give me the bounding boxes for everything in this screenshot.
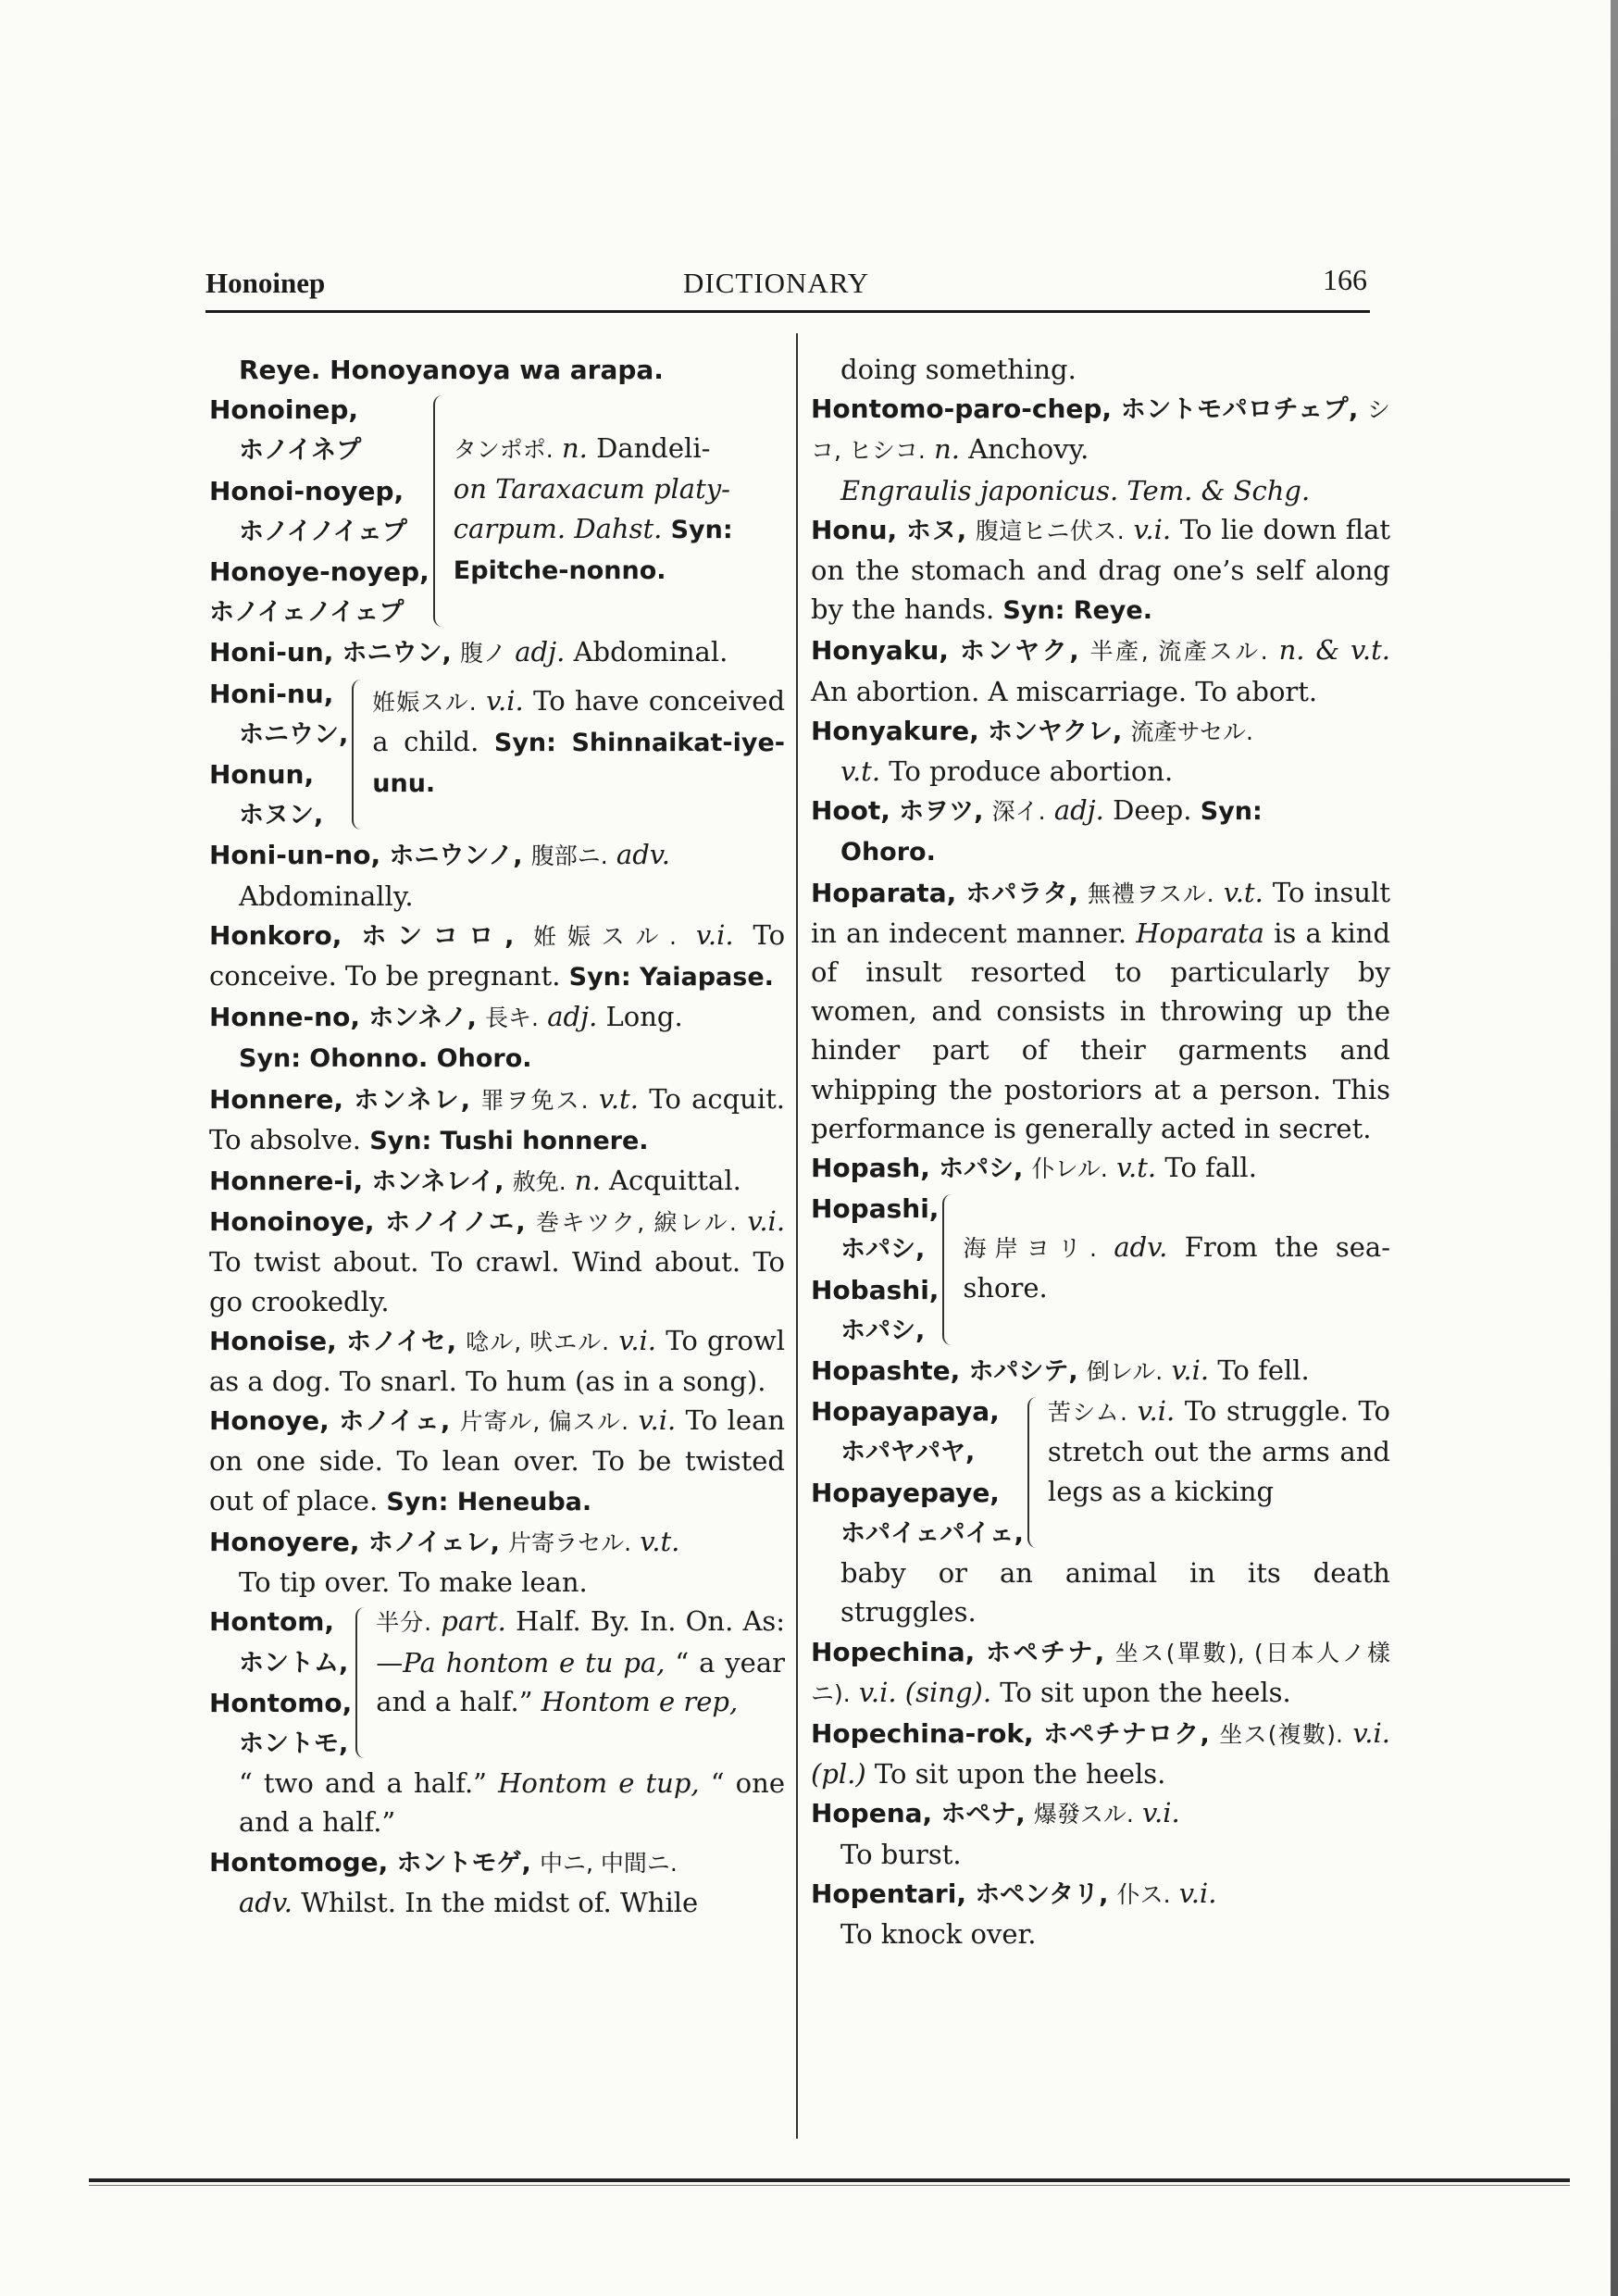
synonym: Shinnaikat-iye-unu. (372, 728, 785, 799)
headword: Honoye, (209, 1405, 330, 1437)
kana: ホパシテ, (968, 1357, 1078, 1387)
kana: ホントモパロチェプ, (1120, 395, 1359, 425)
definition-text: To have conceived a child. (372, 684, 786, 757)
headword: Honoyere, (209, 1526, 360, 1557)
part-of-speech: adv. (616, 839, 670, 871)
headword: Honkoro, (209, 919, 342, 951)
definition-text: Dandeli- (596, 432, 711, 465)
synonym: Ohonno. Ohoro. (309, 1044, 532, 1074)
part-of-speech: v.i. (695, 918, 734, 951)
headword: Honoise, (209, 1325, 337, 1356)
japanese-gloss: 坐ス(複數). (1219, 1720, 1343, 1748)
japanese-gloss: シコ, ヒシコ. (811, 396, 1391, 465)
headword: Hopentari, (811, 1878, 966, 1909)
left-column (209, 350, 785, 1922)
japanese-gloss: 片寄ル, 偏スル. (459, 1408, 629, 1436)
header-guide-word: Honoinep (205, 267, 326, 299)
japanese-gloss: タンポポ. (453, 436, 554, 464)
part-of-speech: adj. (515, 636, 566, 668)
definition-text: To tip over. To make lean. (239, 1566, 588, 1599)
definition-text: Anchovy. (968, 433, 1089, 466)
definition-text: Abdominal. (573, 636, 728, 668)
kana: ホパシ, (840, 1316, 926, 1345)
definition-text: doing something. (840, 354, 1077, 385)
entry-continuation (811, 350, 1390, 389)
headword-list (209, 390, 429, 632)
kana: ホヌ, (905, 516, 967, 545)
entry-continuation (209, 1764, 785, 1841)
definition-text: On. As:— (376, 1605, 786, 1678)
kana: ホパラタ, (965, 879, 1078, 908)
headword-list (209, 1602, 352, 1764)
kana: ホントモゲ, (396, 1848, 531, 1878)
kana: ホンコロ, (361, 921, 515, 951)
headword-list (811, 1391, 1024, 1554)
part-of-speech: v.i. (638, 1404, 677, 1437)
kana: ホペチナロク, (1043, 1719, 1210, 1749)
entry (811, 389, 1390, 510)
definition (372, 674, 785, 836)
japanese-gloss: 海岸ヨリ. (963, 1235, 1097, 1263)
japanese-gloss: 無禮ヲスル. (1088, 880, 1214, 907)
column-divider (796, 333, 798, 2139)
headword-list (209, 674, 348, 836)
header-rule (205, 310, 1370, 313)
synonym-label: Syn: (493, 728, 556, 757)
definition-text: To burst. (840, 1838, 962, 1870)
running-header (205, 259, 1367, 300)
kana: ホヌン, (239, 801, 324, 830)
entry-group-hopashi (811, 1189, 1390, 1351)
part-of-speech: n. (561, 432, 588, 465)
entry (209, 632, 785, 673)
part-of-speech: v.i. (486, 684, 524, 717)
headword: Honi-un-no, (209, 840, 381, 871)
part-of-speech: v.i. (pl.) (811, 1716, 1391, 1791)
footer-rule (89, 2185, 1570, 2186)
part-of-speech: v.t. (1116, 1152, 1157, 1184)
definition-text: baby or an animal in its death struggles. (840, 1557, 1390, 1628)
definition-text: carpum. Dahst. (453, 512, 663, 544)
entry (209, 1202, 785, 1321)
japanese-gloss: 深イ. (991, 798, 1046, 826)
part-of-speech: adv. (1114, 1231, 1168, 1264)
example: Pa hontom e tu pa, (403, 1646, 666, 1678)
definition (1048, 1391, 1390, 1554)
kana: ホンネレ, (354, 1085, 471, 1115)
brace (942, 1194, 957, 1345)
headword: Honoye-noyep, (209, 556, 429, 588)
definition-text: To struggle. To stretch out the arms and legs as a kicking (1047, 1395, 1390, 1507)
entry-group-hontom (209, 1602, 785, 1764)
japanese-gloss: 腹這ヒニ伏ス. (975, 517, 1125, 544)
example: Hontom e tup, (498, 1767, 700, 1800)
kana: ホノイセ, (345, 1327, 457, 1356)
headword: Hopash, (811, 1153, 930, 1184)
synonym-label: Syn: (568, 963, 631, 992)
headword: Honyakure, (811, 715, 979, 746)
definition-text: To lean on one side. To lean over. To be twisted out of place. (209, 1404, 786, 1516)
definition-text: Abdominally. (239, 880, 414, 912)
part-of-speech: v.i. (618, 1324, 657, 1356)
japanese-gloss: 赦免. (512, 1168, 566, 1196)
headword: Honyaku, (811, 635, 949, 667)
entry (811, 1793, 1390, 1873)
japanese-gloss: 仆レル. (1031, 1155, 1108, 1183)
kana: ホンヤクレ, (987, 717, 1123, 746)
synonym-label: Syn: (369, 1126, 432, 1155)
synonym-label: Syn: (1002, 596, 1065, 626)
entry (811, 1632, 1390, 1714)
definition-text: Whilst. In the midst of. While (301, 1886, 699, 1918)
part-of-speech: adj. (547, 1001, 598, 1033)
definition-text: To fell. (1217, 1354, 1310, 1387)
japanese-gloss: 腹部ニ. (530, 842, 608, 870)
japanese-gloss: 坐ス(單數), (日本人ノ樣ニ). (811, 1639, 1391, 1707)
kana: ホパシ, (939, 1154, 1024, 1184)
japanese-gloss: 巻キツク, 綟レル. (536, 1209, 737, 1237)
page-number: 166 (1323, 263, 1367, 296)
part-of-speech: n. (934, 433, 960, 466)
headword: Hontomo, (209, 1687, 353, 1718)
definition-text: “ one and a half.” (239, 1767, 785, 1839)
entry (209, 916, 785, 997)
part-of-speech: n. (574, 1165, 601, 1197)
kana: ホノイノエ, (385, 1208, 526, 1238)
synonym: Ohoro. (840, 838, 936, 867)
brace (1027, 1397, 1042, 1548)
synonym-label: Syn: (1200, 797, 1263, 827)
entry (209, 997, 785, 1079)
entry-group-honoinep (209, 390, 785, 632)
entry-group-honi-nu (209, 674, 785, 836)
entry (811, 1714, 1390, 1793)
kana: ホヲツ, (899, 797, 984, 827)
japanese-gloss: 片寄ラセル. (508, 1529, 632, 1556)
definition-text: “ a year and a half.” (376, 1646, 786, 1717)
kana: ホントモ, (239, 1728, 349, 1758)
entry (811, 510, 1390, 631)
headword: Honi-nu, (209, 678, 334, 709)
part-of-speech: v.t. (640, 1525, 680, 1557)
definition-text: To sit upon the heels. (1000, 1676, 1291, 1708)
entry (811, 630, 1390, 710)
japanese-gloss: 半產, 流產スル. (1089, 638, 1268, 666)
definition-text: Deep. (1113, 794, 1192, 827)
part-of-speech: v.t. (840, 755, 881, 788)
definition-text: Long. (605, 1001, 683, 1033)
definition (376, 1602, 785, 1764)
definition-text: From the sea-shore. (963, 1231, 1390, 1304)
kana: ホペナ, (940, 1800, 1026, 1829)
japanese-gloss: 流產サセル. (1130, 718, 1253, 745)
entry (209, 1161, 785, 1202)
right-column (811, 350, 1390, 1953)
headword: Honu, (811, 514, 898, 545)
japanese-gloss: 爆發スル. (1033, 1801, 1134, 1828)
brace (355, 1607, 370, 1758)
synonym: Yaiapase. (639, 963, 774, 992)
part-of-speech: adv. (239, 1886, 293, 1918)
definition-text: To insult in an indecent manner. (811, 876, 1391, 949)
scan-edge (1611, 0, 1618, 2296)
part-of-speech: v.t. (1223, 876, 1263, 908)
entry (811, 1351, 1390, 1391)
headword: Hopayepaye, (811, 1477, 1000, 1508)
entry (209, 1401, 785, 1522)
part-of-speech: adj. (1053, 794, 1104, 827)
japanese-gloss: 唸ル, 吠エル. (466, 1328, 610, 1355)
definition-text: To produce abortion. (889, 755, 1174, 788)
headword: Hopayapaya, (811, 1396, 1000, 1428)
kana: ホノイェ, (339, 1407, 451, 1437)
definition-text: Acquittal. (609, 1165, 741, 1197)
part-of-speech: v.i. (1178, 1877, 1217, 1909)
kana: ホノイェレ, (367, 1528, 500, 1557)
entry (209, 1842, 785, 1922)
headword: Honoinoye, (209, 1206, 375, 1238)
definition-text: To growl as a dog. To snarl. To hum (as in a song). (209, 1324, 786, 1398)
entry (209, 1079, 785, 1161)
entry (811, 873, 1390, 1148)
definition-text: An abortion. A miscarriage. To abort. (811, 675, 1318, 707)
example: Hontom e rep, (541, 1685, 739, 1717)
headword: Honoi-noyep, (209, 475, 404, 506)
synonym: Heneuba. (456, 1487, 592, 1516)
kana: ホパシ, (840, 1235, 926, 1265)
headword: Hoparata, (811, 877, 957, 908)
definition-text: To conceive. To be pregnant. (209, 918, 786, 992)
japanese-gloss: 仆ス. (1116, 1880, 1171, 1908)
part-of-speech: v.i. (747, 1205, 786, 1238)
headword: Hontom, (209, 1606, 335, 1638)
part-of-speech: v.i. (1171, 1354, 1210, 1387)
japanese-gloss: 罪ヲ免ス. (480, 1086, 589, 1114)
japanese-gloss: 姙娠スル. (533, 922, 677, 950)
headword-list (811, 1189, 939, 1351)
headword: Hopechina, (811, 1636, 976, 1667)
japanese-gloss: 腹ノ (460, 640, 507, 668)
part-of-speech: n. & v.t. (1278, 634, 1391, 667)
kana: ホノイネプ (239, 436, 362, 466)
definition-text: To knock over. (840, 1917, 1037, 1950)
kana: ホパヤパヤ, (840, 1438, 976, 1467)
japanese-gloss: 半分. (376, 1609, 432, 1637)
synonym: Epitche-nonno. (453, 555, 666, 585)
kana: ホンヤク, (959, 637, 1079, 667)
kana: ホノイノイェプ (239, 517, 407, 546)
part-of-speech: v.i. (sing). (858, 1676, 992, 1708)
synonym-label: Syn: (239, 1044, 302, 1074)
headword: Hopena, (811, 1798, 933, 1829)
kana: ホペンタリ, (975, 1879, 1109, 1909)
part-of-speech: v.i. (1142, 1797, 1180, 1829)
definition (963, 1189, 1390, 1351)
japanese-gloss: 姙娠スル. (372, 688, 477, 716)
headword: Hontomo-paro-chep, (811, 393, 1113, 425)
synonym-label: Syn: (386, 1487, 449, 1516)
headword: Honoinep, (209, 394, 359, 426)
definition-text: To sit upon the heels. (874, 1758, 1166, 1791)
brace (433, 395, 448, 627)
entry-continuation (811, 1554, 1390, 1631)
headword: Honun, (209, 759, 315, 791)
headword: Hobashi, (811, 1274, 940, 1305)
brace (352, 680, 367, 830)
part-of-speech: v.t. (598, 1082, 639, 1115)
definition-text: To acquit. To absolve. (209, 1082, 785, 1155)
entry-group-hopayapaya (811, 1391, 1390, 1554)
headword: Hopashi, (811, 1193, 940, 1225)
entry (811, 1148, 1390, 1189)
definition-text: is a kind of insult resorted to particularly by women, and consists in throwing up the hinder part of their garments and whipping the postoriors at a person. This performance is generally acted in secret. (811, 917, 1391, 1144)
kana: ホノイェノイェプ (209, 598, 404, 628)
entry (811, 791, 1390, 872)
entry-continuation (209, 350, 785, 390)
header-title: DICTIONARY (683, 267, 870, 299)
kana: ホントム, (239, 1648, 349, 1678)
definition-text: To fall. (1164, 1152, 1257, 1184)
kana: ホパイェパイェ, (840, 1518, 1024, 1548)
headword: Honnere-i, (209, 1166, 364, 1197)
japanese-gloss: 倒レル. (1086, 1358, 1164, 1386)
headword: Hopechina-rok, (811, 1717, 1034, 1749)
kana: ホンネレイ, (371, 1167, 504, 1197)
definition-text: on Taraxacum platy- (453, 473, 730, 505)
part-of-speech: part. (441, 1605, 506, 1638)
entry (209, 835, 785, 915)
definition-text: To lie down flat on the stomach and drag one’s self along by the hands. (811, 513, 1391, 626)
headword: Hoot, (811, 795, 890, 827)
footer-rule (89, 2178, 1570, 2182)
headword: Hopashte, (811, 1355, 961, 1387)
headword: Honne-no, (209, 1002, 360, 1033)
synonym-label: Syn: (670, 515, 733, 544)
kana: ホニウン, (342, 639, 452, 668)
japanese-gloss: 長キ. (485, 1004, 539, 1032)
definition-text: “ two and a half.” (239, 1767, 487, 1800)
japanese-gloss: 苦シム. (1047, 1399, 1127, 1427)
headword: Honi-un, (209, 637, 334, 668)
part-of-speech: v.i. (1133, 513, 1172, 545)
kana: ホペチナ, (985, 1638, 1105, 1667)
headword: Honnere, (209, 1083, 343, 1115)
entry (811, 1874, 1390, 1953)
entry (811, 711, 1390, 791)
kana: ホンネノ, (368, 1004, 477, 1033)
headword: Hontomoge, (209, 1846, 389, 1878)
synonym: Reye. (1073, 596, 1152, 626)
kana: ホニウン, (239, 719, 349, 749)
definition-text: Half. By. In. (516, 1605, 677, 1638)
part-of-speech: v.i. (1137, 1395, 1176, 1428)
synonym: Tushi honnere. (440, 1126, 649, 1155)
headword-reference: Hoparata (1136, 917, 1264, 949)
kana: ホニウンノ, (389, 842, 523, 871)
japanese-gloss: 中ニ, 中間ニ. (540, 1849, 678, 1877)
latin-name: Engraulis japonicus. Tem. & Schg. (840, 474, 1311, 506)
definition-text: To twist about. To crawl. Wind about. To go crookedly. (209, 1246, 785, 1317)
definition (454, 390, 785, 632)
entry (209, 1321, 785, 1401)
entry (209, 1522, 785, 1602)
headword-continuation: Reye. Honoyanoya wa arapa. (239, 355, 664, 385)
